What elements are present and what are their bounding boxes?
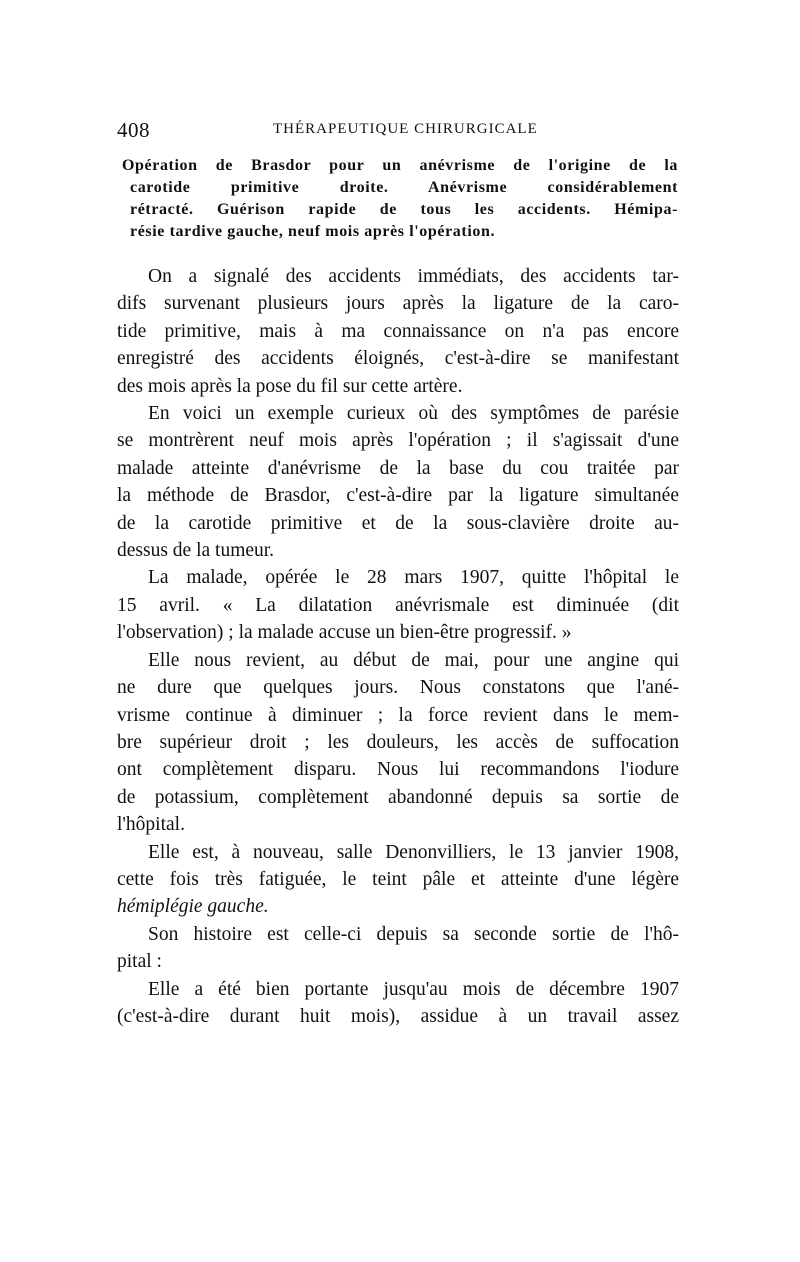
case-heading-line: carotide primitive droite. Anévrisme considérablement <box>130 179 678 196</box>
text-line: Elle a été bien portante jusqu'au mois de décembre 1907 <box>148 978 679 1000</box>
text-line: cette fois très fatiguée, le teint pâle et atteinte d'une légère <box>117 868 679 890</box>
paragraph <box>117 839 679 921</box>
text-line: de potassium, complètement abandonné depuis sa sortie de <box>117 786 679 808</box>
text-line: vrisme continue à diminuer ; la force revient dans le mem- <box>117 704 679 726</box>
text-line: l'hôpital. <box>117 814 185 836</box>
paragraph <box>117 647 679 839</box>
text-line: ont complètement disparu. Nous lui recommandons l'iodure <box>117 759 679 781</box>
text-line: l'observation) ; la malade accuse un bien-être progressif. » <box>117 622 572 644</box>
text-line: de la carotide primitive et de la sous-clavière droite au- <box>117 512 679 534</box>
text-line-italic <box>117 893 679 920</box>
text-line: Son histoire est celle-ci depuis sa seconde sortie de l'hô- <box>148 923 679 945</box>
page-number: 408 <box>117 118 150 142</box>
case-heading-line: Opération de Brasdor pour un anévrisme de l'origine de la <box>122 157 678 174</box>
case-heading-line: rétracté. Guérison rapide de tous les accidents. Hémipa- <box>130 201 678 218</box>
paragraph <box>117 263 679 400</box>
page-header <box>117 118 682 140</box>
text-line: pital : <box>117 951 162 973</box>
text-line: En voici un exemple curieux où des symptômes de parésie <box>148 403 679 425</box>
text-line: dessus de la tumeur. <box>117 540 275 562</box>
text-line: On a signalé des accidents immédiats, des accidents tar- <box>148 266 679 287</box>
italic-phrase: hémiplégie gauche. <box>117 896 269 918</box>
text-line: ne dure que quelques jours. Nous constatons que l'ané- <box>117 677 679 699</box>
text-line: des mois après la pose du fil sur cette artère. <box>117 375 463 397</box>
paragraph <box>117 400 679 564</box>
text-line: la méthode de Brasdor, c'est-à-dire par la ligature simultanée <box>117 485 679 507</box>
paragraph <box>117 976 679 1031</box>
text-line: enregistré des accidents éloignés, c'est-à-dire se manifestant <box>117 348 679 370</box>
text-line: tide primitive, mais à ma connaissance on n'a pas encore <box>117 320 679 342</box>
case-heading <box>120 155 678 243</box>
text-line: Elle nous revient, au début de mai, pour une angine qui <box>148 649 679 671</box>
text-line: difs survenant plusieurs jours après la ligature de la caro- <box>117 293 679 315</box>
running-title: THÉRAPEUTIQUE CHIRURGICALE <box>273 121 538 137</box>
text-line: Elle est, à nouveau, salle Denonvilliers, le 13 janvier 1908, <box>148 841 679 863</box>
body-text <box>117 263 679 1030</box>
text-line: 15 avril. « La dilatation anévrismale est diminuée (dit <box>117 594 679 616</box>
text-line: (c'est-à-dire durant huit mois), assidue à un travail assez <box>117 1005 679 1027</box>
text-line: malade atteinte d'anévrisme de la base du cou traitée par <box>117 457 679 479</box>
text-line: se montrèrent neuf mois après l'opération ; il s'agissait d'une <box>117 430 679 452</box>
text-line: La malade, opérée le 28 mars 1907, quitte l'hôpital le <box>148 567 679 589</box>
case-heading-line: résie tardive gauche, neuf mois après l'opération. <box>130 223 496 240</box>
text-line: bre supérieur droit ; les douleurs, les accès de suffocation <box>117 731 679 753</box>
paragraph <box>117 564 679 646</box>
paragraph <box>117 921 679 976</box>
